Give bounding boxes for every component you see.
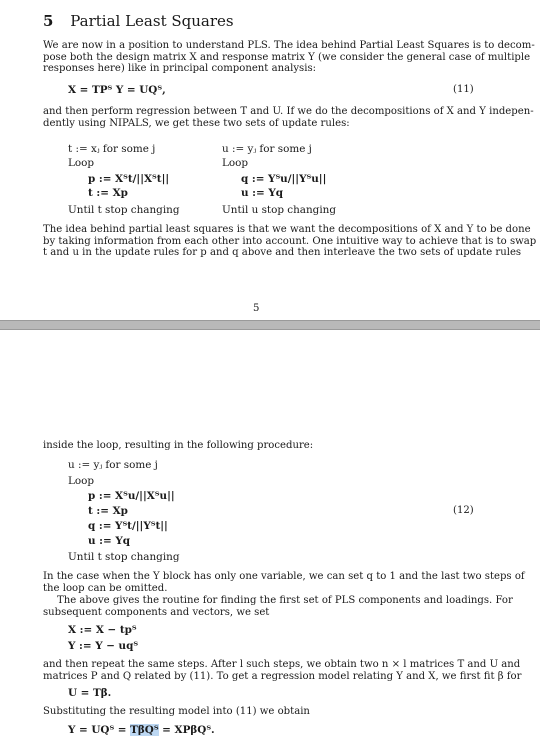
intro-paragraph xyxy=(43,40,535,75)
deflation-x: X := X − tpᵀ xyxy=(68,624,137,636)
proc-u: u := Yq xyxy=(88,535,131,547)
text-line: the loop can be omitted. xyxy=(43,582,168,594)
section-heading xyxy=(43,12,234,30)
page-number: 5 xyxy=(253,303,260,314)
equation-11: X = TPᵀ Y = UQᵀ, xyxy=(68,84,166,96)
proc-init: u := yⱼ for some j xyxy=(68,459,158,471)
equation-number-11: (11) xyxy=(453,84,474,95)
left-rule-until: Until t stop changing xyxy=(68,204,180,216)
text-line: In the case when the Y block has only one variable, we can set q to 1 and the last two steps of xyxy=(43,571,525,582)
text-line: dently using NIPALS, we get these two sets of update rules: xyxy=(43,117,350,129)
paragraph-repeat xyxy=(43,659,521,682)
paragraph-subsequent xyxy=(43,595,513,618)
text-line: responses here) like in principal component analysis: xyxy=(43,63,317,75)
left-rule-loop: Loop xyxy=(68,157,95,169)
proc-until: Until t stop changing xyxy=(68,551,180,563)
proc-loop: Loop xyxy=(68,475,95,487)
text-line: and then repeat the same steps. After l such steps, we obtain two n × l matrices T and U and xyxy=(43,659,521,670)
text-line: and then perform regression between T and U. If we do the decompositions of X and Y indepen- xyxy=(43,106,534,117)
left-rule-p: p := Xᵀt/||Xᵀt|| xyxy=(88,173,170,185)
proc-q: q := Yᵀt/||Yᵀt|| xyxy=(88,520,168,532)
proc-t: t := Xp xyxy=(88,505,128,517)
right-rule-q: q := Yᵀu/||Yᵀu|| xyxy=(241,173,327,185)
section-number: 5 xyxy=(43,12,54,30)
final-equation xyxy=(68,724,215,736)
text-line: pose both the design matrix X and response matrix Y (we consider the general case of multiple xyxy=(43,51,531,63)
right-rule-until: Until u stop changing xyxy=(222,204,337,216)
left-rule-init: t := xⱼ for some j xyxy=(68,143,156,155)
substitution-line: Substituting the resulting model into (11) we obtain xyxy=(43,706,310,717)
text-line: matrices P and Q related by (11). To get a regression model relating Y and X, we first fit β for xyxy=(43,670,522,682)
right-rule-init: u := yⱼ for some j xyxy=(222,143,312,155)
text-line: We are now in a position to understand PLS. The idea behind Partial Least Squares is to decom- xyxy=(43,40,535,51)
closing-paragraph xyxy=(43,224,536,259)
selected-text-highlight[interactable]: TβQᵀ xyxy=(130,724,159,736)
text-line: The idea behind partial least squares is that we want the decompositions of X and Y to be done xyxy=(43,224,531,235)
right-rule-u: u := Yq xyxy=(241,187,284,199)
fit-equation: U = Tβ. xyxy=(68,687,112,699)
paragraph-one-variable xyxy=(43,571,525,594)
deflation-y: Y := Y − uqᵀ xyxy=(68,640,139,652)
equation-number-12: (12) xyxy=(453,505,474,516)
left-rule-t: t := Xp xyxy=(88,187,128,199)
after-equation-paragraph xyxy=(43,106,534,129)
proc-p: p := Xᵀu/||Xᵀu|| xyxy=(88,490,175,502)
text-line: The above gives the routine for finding the first set of PLS components and loadings. For xyxy=(57,595,513,606)
page-separator xyxy=(0,320,540,330)
text-line: t and u in the update rules for p and q above and then interleave the two sets of update rules xyxy=(43,247,522,259)
section-title: Partial Least Squares xyxy=(70,12,234,30)
final-eq-part: Y = UQᵀ = xyxy=(68,724,131,736)
text-line: subsequent components and vectors, we set xyxy=(43,606,270,618)
procedure-intro: inside the loop, resulting in the following procedure: xyxy=(43,440,314,451)
right-rule-loop: Loop xyxy=(222,157,249,169)
final-eq-part: = XPβQᵀ. xyxy=(158,724,215,736)
text-line: by taking information from each other into account. One intuitive way to achieve that is to swap xyxy=(43,235,537,247)
